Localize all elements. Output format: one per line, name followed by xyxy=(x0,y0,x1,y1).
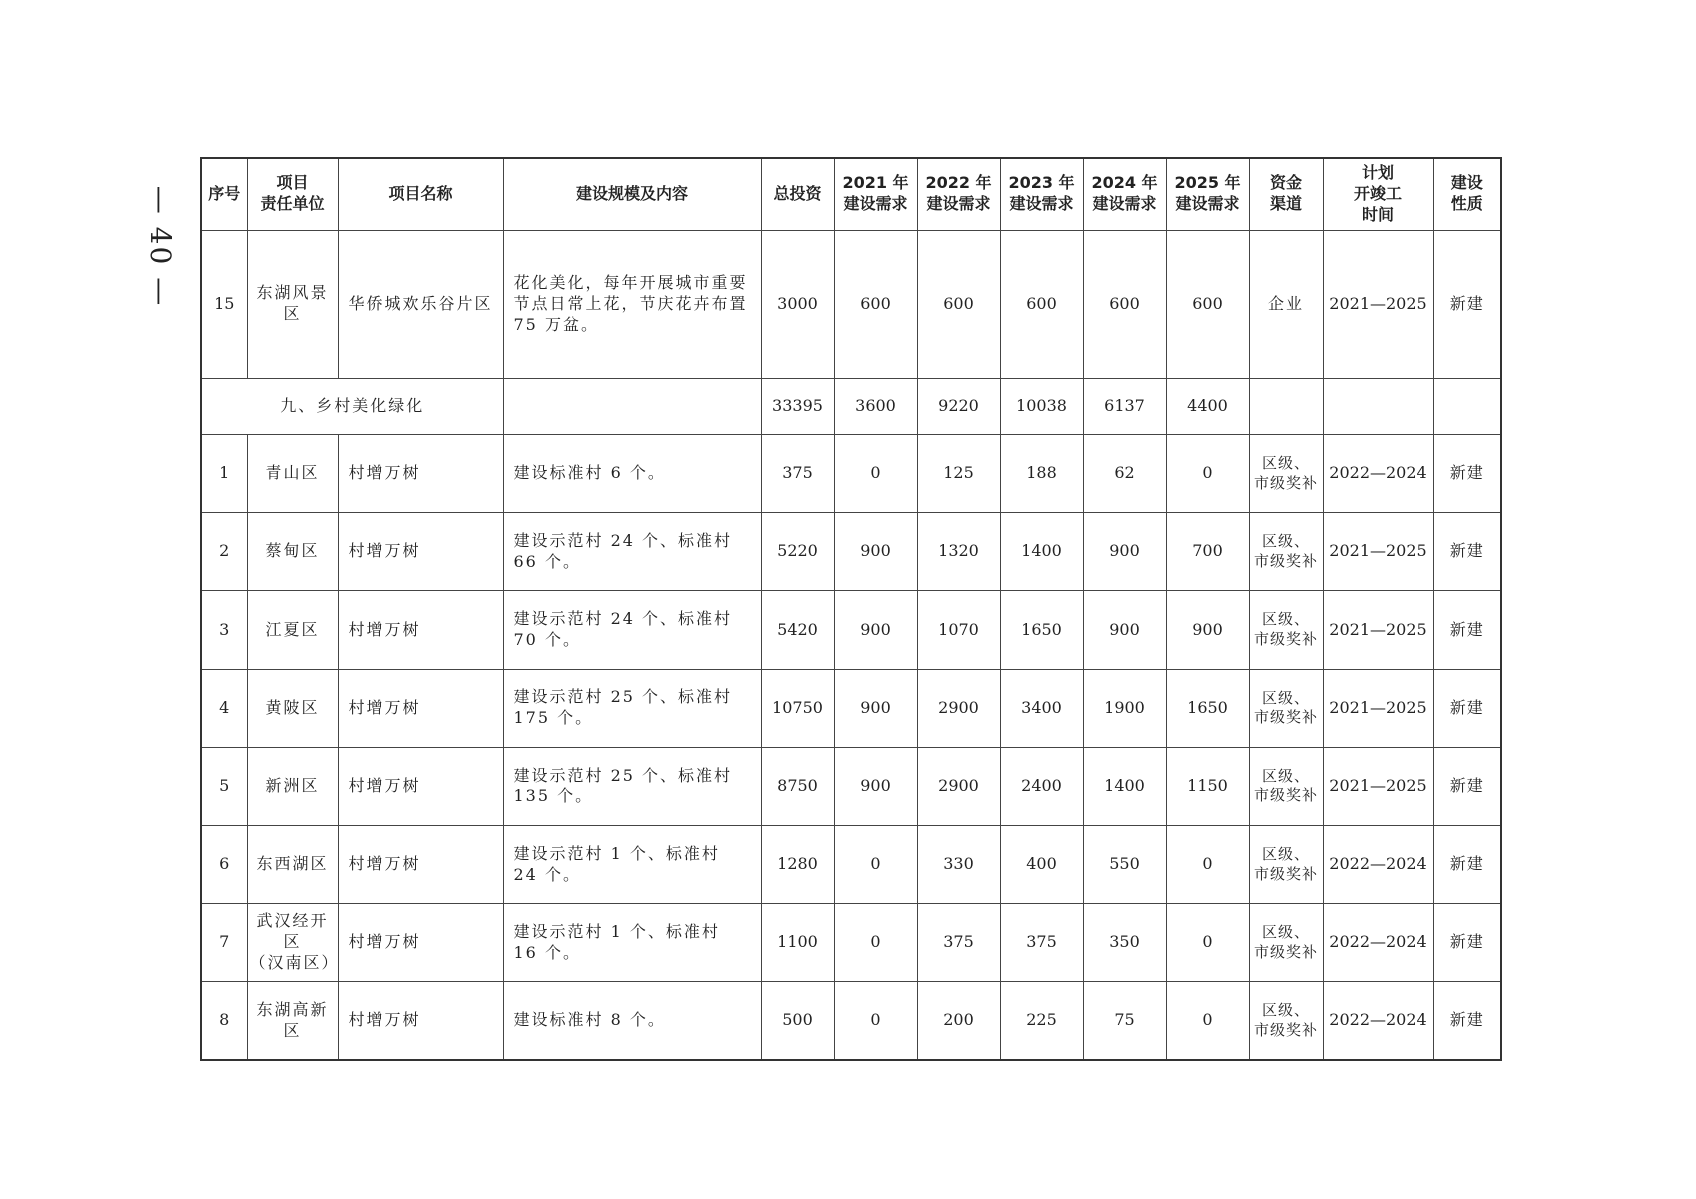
cell-2024: 350 xyxy=(1083,904,1166,982)
cell-time: 2021—2025 xyxy=(1323,747,1433,825)
cell-fund: 区级、 市级奖补 xyxy=(1249,825,1323,903)
cell-2024: 900 xyxy=(1083,513,1166,591)
cell-total: 375 xyxy=(761,434,834,512)
table-row xyxy=(201,513,1501,591)
cell-seq: 1 xyxy=(201,434,247,512)
cell-2024: 1400 xyxy=(1083,747,1166,825)
cell-time: 2022—2024 xyxy=(1323,434,1433,512)
cell-fund: 区级、 市级奖补 xyxy=(1249,513,1323,591)
cell-2021: 0 xyxy=(834,982,917,1060)
cell-2022: 2900 xyxy=(917,669,1000,747)
table-header-row xyxy=(201,158,1501,230)
cell-2025: 900 xyxy=(1166,591,1249,669)
cell-2021: 600 xyxy=(834,230,917,378)
section-2025: 4400 xyxy=(1166,378,1249,434)
cell-2024: 900 xyxy=(1083,591,1166,669)
section-row xyxy=(201,378,1501,434)
cell-2021: 0 xyxy=(834,904,917,982)
cell-2022: 2900 xyxy=(917,747,1000,825)
cell-name: 村增万树 xyxy=(338,434,503,512)
table-row xyxy=(201,747,1501,825)
cell-unit: 东湖风景区 xyxy=(247,230,338,378)
cell-unit: 新洲区 xyxy=(247,747,338,825)
section-2023: 10038 xyxy=(1000,378,1083,434)
cell-2024: 600 xyxy=(1083,230,1166,378)
cell-2021: 900 xyxy=(834,591,917,669)
cell-name: 村增万树 xyxy=(338,513,503,591)
section-2022: 9220 xyxy=(917,378,1000,434)
cell-2022: 125 xyxy=(917,434,1000,512)
cell-time: 2022—2024 xyxy=(1323,904,1433,982)
header-2021: 2021 年 建设需求 xyxy=(834,158,917,230)
cell-name: 村增万树 xyxy=(338,825,503,903)
cell-content: 建设示范村 25 个、标准村 175 个。 xyxy=(503,669,761,747)
cell-nature: 新建 xyxy=(1433,230,1501,378)
cell-2025: 0 xyxy=(1166,434,1249,512)
cell-2025: 0 xyxy=(1166,904,1249,982)
cell-total: 500 xyxy=(761,982,834,1060)
cell-2025: 1150 xyxy=(1166,747,1249,825)
page-number xyxy=(138,176,184,316)
section-fund-empty xyxy=(1249,378,1323,434)
cell-content: 花化美化，每年开展城市重要节点日常上花，节庆花卉布置75 万盆。 xyxy=(503,230,761,378)
cell-total: 5220 xyxy=(761,513,834,591)
cell-unit: 黄陂区 xyxy=(247,669,338,747)
cell-nature: 新建 xyxy=(1433,747,1501,825)
cell-nature: 新建 xyxy=(1433,982,1501,1060)
cell-fund: 区级、 市级奖补 xyxy=(1249,904,1323,982)
cell-total: 1280 xyxy=(761,825,834,903)
cell-fund: 区级、 市级奖补 xyxy=(1249,747,1323,825)
header-seq: 序号 xyxy=(201,158,247,230)
cell-seq: 4 xyxy=(201,669,247,747)
cell-fund: 区级、 市级奖补 xyxy=(1249,669,1323,747)
cell-seq: 15 xyxy=(201,230,247,378)
header-content: 建设规模及内容 xyxy=(503,158,761,230)
cell-name: 村增万树 xyxy=(338,982,503,1060)
cell-2025: 700 xyxy=(1166,513,1249,591)
section-2024: 6137 xyxy=(1083,378,1166,434)
cell-fund: 区级、 市级奖补 xyxy=(1249,434,1323,512)
cell-2022: 600 xyxy=(917,230,1000,378)
header-nature: 建设 性质 xyxy=(1433,158,1501,230)
cell-time: 2022—2024 xyxy=(1323,825,1433,903)
header-2022: 2022 年 建设需求 xyxy=(917,158,1000,230)
page-number-text: — 40 — xyxy=(144,185,178,307)
cell-total: 1100 xyxy=(761,904,834,982)
cell-seq: 7 xyxy=(201,904,247,982)
cell-fund: 区级、 市级奖补 xyxy=(1249,591,1323,669)
cell-2024: 550 xyxy=(1083,825,1166,903)
section-nature-empty xyxy=(1433,378,1501,434)
section-content-empty xyxy=(503,378,761,434)
cell-seq: 5 xyxy=(201,747,247,825)
cell-nature: 新建 xyxy=(1433,904,1501,982)
cell-2023: 2400 xyxy=(1000,747,1083,825)
cell-name: 村增万树 xyxy=(338,904,503,982)
cell-2023: 1650 xyxy=(1000,591,1083,669)
cell-content: 建设示范村 1 个、标准村 16 个。 xyxy=(503,904,761,982)
cell-total: 5420 xyxy=(761,591,834,669)
header-2023: 2023 年 建设需求 xyxy=(1000,158,1083,230)
cell-name: 村增万树 xyxy=(338,669,503,747)
cell-2022: 330 xyxy=(917,825,1000,903)
cell-nature: 新建 xyxy=(1433,669,1501,747)
section-title: 九、乡村美化绿化 xyxy=(201,378,503,434)
cell-content: 建设示范村 24 个、标准村 70 个。 xyxy=(503,591,761,669)
cell-seq: 8 xyxy=(201,982,247,1060)
header-name: 项目名称 xyxy=(338,158,503,230)
cell-total: 8750 xyxy=(761,747,834,825)
cell-content: 建设示范村 25 个、标准村 135 个。 xyxy=(503,747,761,825)
cell-time: 2022—2024 xyxy=(1323,982,1433,1060)
table-row xyxy=(201,982,1501,1060)
cell-unit: 蔡甸区 xyxy=(247,513,338,591)
cell-time: 2021—2025 xyxy=(1323,669,1433,747)
cell-time: 2021—2025 xyxy=(1323,591,1433,669)
header-unit: 项目 责任单位 xyxy=(247,158,338,230)
cell-unit: 武汉经开区 （汉南区） xyxy=(247,904,338,982)
cell-2023: 225 xyxy=(1000,982,1083,1060)
table-row xyxy=(201,669,1501,747)
cell-seq: 2 xyxy=(201,513,247,591)
cell-2023: 3400 xyxy=(1000,669,1083,747)
cell-time: 2021—2025 xyxy=(1323,513,1433,591)
table-row xyxy=(201,230,1501,378)
cell-time: 2021—2025 xyxy=(1323,230,1433,378)
cell-seq: 3 xyxy=(201,591,247,669)
cell-2025: 0 xyxy=(1166,825,1249,903)
cell-2025: 1650 xyxy=(1166,669,1249,747)
cell-seq: 6 xyxy=(201,825,247,903)
cell-name: 华侨城欢乐谷片区 xyxy=(338,230,503,378)
cell-name: 村增万树 xyxy=(338,747,503,825)
section-total: 33395 xyxy=(761,378,834,434)
cell-name: 村增万树 xyxy=(338,591,503,669)
table-row xyxy=(201,904,1501,982)
cell-unit: 江夏区 xyxy=(247,591,338,669)
cell-unit: 东湖高新区 xyxy=(247,982,338,1060)
cell-fund: 企业 xyxy=(1249,230,1323,378)
cell-2021: 0 xyxy=(834,434,917,512)
cell-fund: 区级、 市级奖补 xyxy=(1249,982,1323,1060)
cell-2021: 900 xyxy=(834,669,917,747)
section-time-empty xyxy=(1323,378,1433,434)
header-fund: 资金 渠道 xyxy=(1249,158,1323,230)
cell-content: 建设标准村 8 个。 xyxy=(503,982,761,1060)
header-total: 总投资 xyxy=(761,158,834,230)
cell-2023: 400 xyxy=(1000,825,1083,903)
table-row xyxy=(201,825,1501,903)
cell-nature: 新建 xyxy=(1433,434,1501,512)
cell-2021: 900 xyxy=(834,513,917,591)
cell-2024: 75 xyxy=(1083,982,1166,1060)
header-2025: 2025 年 建设需求 xyxy=(1166,158,1249,230)
table-row xyxy=(201,591,1501,669)
cell-unit: 青山区 xyxy=(247,434,338,512)
cell-unit: 东西湖区 xyxy=(247,825,338,903)
cell-nature: 新建 xyxy=(1433,513,1501,591)
cell-content: 建设示范村 24 个、标准村 66 个。 xyxy=(503,513,761,591)
cell-total: 3000 xyxy=(761,230,834,378)
section-2021: 3600 xyxy=(834,378,917,434)
cell-2022: 200 xyxy=(917,982,1000,1060)
cell-2023: 188 xyxy=(1000,434,1083,512)
cell-nature: 新建 xyxy=(1433,825,1501,903)
cell-total: 10750 xyxy=(761,669,834,747)
cell-2024: 1900 xyxy=(1083,669,1166,747)
cell-2023: 600 xyxy=(1000,230,1083,378)
cell-2022: 375 xyxy=(917,904,1000,982)
project-table xyxy=(200,157,1502,1061)
cell-2021: 0 xyxy=(834,825,917,903)
header-2024: 2024 年 建设需求 xyxy=(1083,158,1166,230)
cell-2025: 0 xyxy=(1166,982,1249,1060)
cell-2022: 1070 xyxy=(917,591,1000,669)
cell-2024: 62 xyxy=(1083,434,1166,512)
cell-2023: 1400 xyxy=(1000,513,1083,591)
cell-nature: 新建 xyxy=(1433,591,1501,669)
cell-content: 建设示范村 1 个、标准村 24 个。 xyxy=(503,825,761,903)
cell-2025: 600 xyxy=(1166,230,1249,378)
table-row xyxy=(201,434,1501,512)
cell-2022: 1320 xyxy=(917,513,1000,591)
cell-2021: 900 xyxy=(834,747,917,825)
header-time: 计划 开竣工 时间 xyxy=(1323,158,1433,230)
cell-2023: 375 xyxy=(1000,904,1083,982)
cell-content: 建设标准村 6 个。 xyxy=(503,434,761,512)
